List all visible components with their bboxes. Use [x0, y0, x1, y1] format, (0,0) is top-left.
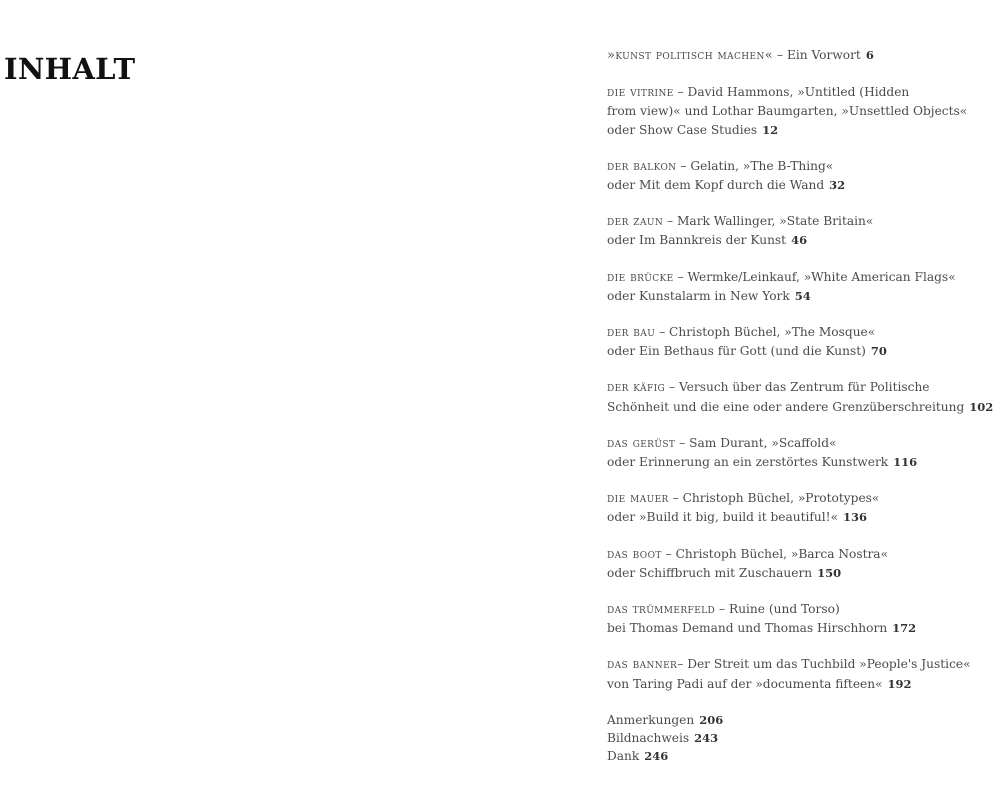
toc-entry-line — [607, 287, 999, 305]
chapter-subtitle: – David Hammons, »Untitled (Hidden — [673, 85, 910, 100]
toc-entries — [607, 46, 999, 693]
page-number: 116 — [893, 455, 918, 470]
toc-entry-line — [607, 212, 999, 231]
toc-entry[interactable] — [607, 545, 999, 582]
toc-entry-line — [607, 655, 999, 674]
page-number: 243 — [694, 731, 719, 746]
toc-entry-line — [607, 268, 999, 287]
chapter-subtitle: – Sam Durant, »Scaffold« — [675, 435, 837, 450]
toc-entry[interactable] — [607, 212, 999, 249]
toc-entry[interactable] — [607, 83, 999, 139]
page-title: INHALT — [4, 52, 136, 86]
page-number: 102 — [969, 399, 994, 414]
page-number: 172 — [892, 621, 917, 636]
toc-appendix — [607, 711, 999, 766]
chapter-subtitle: oder Ein Bethaus für Gott (und die Kunst) — [607, 344, 866, 359]
toc-entry-line — [607, 157, 999, 176]
toc-entry[interactable] — [607, 378, 999, 415]
toc-entry-line — [607, 619, 999, 637]
chapter-heading: das banner — [607, 657, 678, 673]
chapter-heading: die vitrine — [607, 85, 674, 101]
toc-entry[interactable] — [607, 434, 999, 471]
toc-entry[interactable] — [607, 268, 999, 305]
chapter-heading: der balkon — [607, 158, 677, 174]
chapter-subtitle: – Christoph Büchel, »The Mosque« — [655, 325, 876, 340]
appendix-entry[interactable] — [607, 711, 999, 729]
page-number: 12 — [762, 122, 779, 137]
page-number: 192 — [887, 676, 912, 691]
toc-entry-line — [607, 489, 999, 508]
toc-entry[interactable] — [607, 323, 999, 360]
appendix-label: Bildnachweis — [607, 731, 690, 746]
chapter-heading: die mauer — [607, 491, 669, 507]
toc-entry-line — [607, 398, 999, 416]
chapter-heading: die brücke — [607, 269, 674, 285]
chapter-heading: das gerüst — [607, 435, 676, 451]
page-number: 136 — [843, 510, 868, 525]
page-number: 150 — [817, 565, 842, 580]
toc-entry-line — [607, 102, 999, 120]
chapter-heading: das boot — [607, 546, 662, 562]
page-number: 70 — [870, 344, 887, 359]
toc-entry-line — [607, 378, 999, 397]
chapter-subtitle: oder »Build it big, build it beautiful!« — [607, 510, 839, 525]
toc-entry-line — [607, 675, 999, 693]
toc-entry-line — [607, 508, 999, 526]
toc-entry-line — [607, 434, 999, 453]
toc-entry-line — [607, 83, 999, 102]
chapter-subtitle: – Versuch über das Zentrum für Politische — [665, 380, 930, 395]
chapter-subtitle: bei Thomas Demand und Thomas Hirschhorn — [607, 621, 888, 636]
chapter-subtitle: – Gelatin, »The B-Thing« — [676, 158, 834, 173]
chapter-subtitle: – Wermke/Leinkauf, »White American Flags« — [673, 269, 956, 284]
page-number: 32 — [829, 178, 846, 193]
appendix-entry[interactable] — [607, 747, 999, 765]
toc-entry-line — [607, 545, 999, 564]
toc-entry-line — [607, 176, 999, 194]
table-of-contents — [607, 46, 999, 765]
chapter-heading: der käfig — [607, 380, 666, 396]
page-number: 46 — [791, 233, 808, 248]
toc-entry-line — [607, 564, 999, 582]
chapter-subtitle: oder Kunstalarm in New York — [607, 288, 790, 303]
chapter-heading: der zaun — [607, 214, 664, 230]
toc-entry-line — [607, 231, 999, 249]
chapter-subtitle: – Mark Wallinger, »State Britain« — [663, 214, 874, 229]
chapter-subtitle: – Der Streit um das Tuchbild »People's Justice« — [677, 657, 971, 672]
toc-entry-line — [607, 121, 999, 139]
page-number: 206 — [699, 712, 724, 727]
appendix-entry[interactable] — [607, 729, 999, 747]
toc-entry[interactable] — [607, 600, 999, 637]
chapter-heading: »kunst politisch machen« — [607, 48, 774, 63]
chapter-subtitle: – Ruine (und Torso) — [715, 602, 840, 617]
chapter-subtitle: – Christoph Büchel, »Prototypes« — [668, 491, 880, 506]
chapter-subtitle: Schönheit und die eine oder andere Grenzüberschreitung — [607, 399, 965, 414]
page-number: 6 — [865, 48, 874, 62]
toc-entry[interactable] — [607, 655, 999, 692]
page-number: 246 — [644, 749, 669, 764]
chapter-subtitle: oder Schiffbruch mit Zuschauern — [607, 565, 813, 580]
toc-entry-line — [607, 323, 999, 342]
toc-entry[interactable] — [607, 46, 999, 65]
chapter-subtitle: von Taring Padi auf der »documenta fifteen« — [607, 676, 883, 691]
chapter-subtitle: oder Erinnerung an ein zerstörtes Kunstwerk — [607, 455, 889, 470]
page-number: 54 — [794, 288, 811, 303]
chapter-heading: das trümmerfeld — [607, 602, 716, 618]
chapter-subtitle: oder Show Case Studies — [607, 122, 758, 137]
toc-entry-line — [607, 453, 999, 471]
chapter-subtitle: – Christoph Büchel, »Barca Nostra« — [661, 546, 889, 561]
toc-entry[interactable] — [607, 489, 999, 526]
toc-entry-line — [607, 600, 999, 619]
toc-entry-line — [607, 342, 999, 360]
toc-entry-line — [607, 46, 999, 65]
chapter-subtitle: – Ein Vorwort — [773, 48, 861, 62]
chapter-heading: der bau — [607, 325, 656, 341]
chapter-subtitle: oder Im Bannkreis der Kunst — [607, 233, 787, 248]
appendix-label: Dank — [607, 749, 640, 764]
chapter-subtitle: oder Mit dem Kopf durch die Wand — [607, 178, 825, 193]
toc-entry[interactable] — [607, 157, 999, 194]
chapter-subtitle: from view)« und Lothar Baumgarten, »Unsettled Objects« — [607, 104, 968, 119]
appendix-label: Anmerkungen — [607, 712, 695, 727]
